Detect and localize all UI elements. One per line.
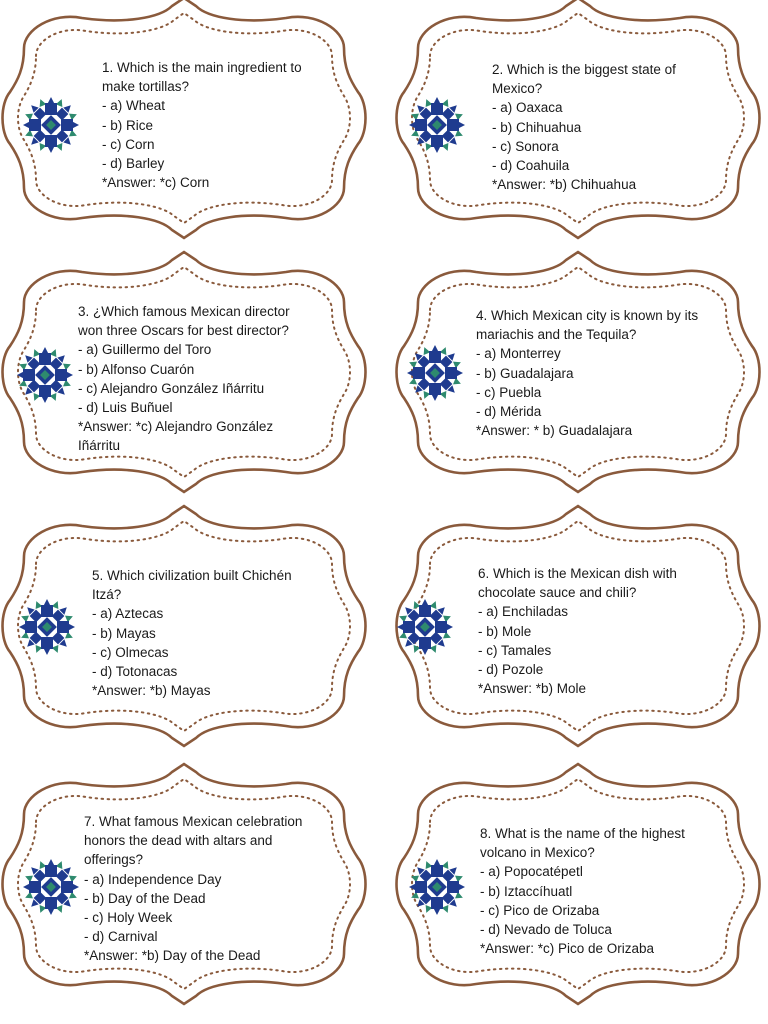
quiz-card-8	[396, 766, 760, 1002]
answer-text: *Answer: *b) Mayas	[92, 683, 211, 699]
card-text	[480, 824, 716, 958]
talavera-tile-icon	[396, 598, 454, 656]
quiz-card-7	[2, 766, 366, 1002]
option-b: - b) Day of the Dead	[84, 890, 206, 906]
option-a: - a) Popocatépetl	[480, 864, 583, 880]
option-a: - a) Monterrey	[476, 346, 561, 362]
question-text: 5. Which civilization built Chichén Itzá?	[92, 568, 292, 603]
answer-text: *Answer: *b) Day of the Dead	[84, 948, 261, 964]
option-d: - d) Totonacas	[92, 664, 178, 680]
option-c: - c) Alejandro González Iñárritu	[78, 380, 265, 396]
question-text: 4. Which Mexican city is known by its mariachis and the Tequila?	[476, 308, 699, 343]
answer-text: *Answer: *c) Alejandro González Iñárritu	[78, 419, 274, 454]
option-c: - c) Tamales	[478, 642, 552, 658]
option-b: - b) Chihuahua	[492, 119, 582, 135]
option-c: - c) Corn	[102, 136, 155, 152]
question-text: 1. Which is the main ingredient to make tortillas?	[102, 60, 302, 95]
answer-text: *Answer: *c) Corn	[102, 175, 210, 191]
option-a: - a) Oaxaca	[492, 100, 563, 116]
talavera-tile-icon	[22, 96, 80, 154]
talavera-tile-icon	[16, 346, 74, 404]
option-d: - d) Carnival	[84, 929, 158, 945]
talavera-tile-icon	[408, 858, 466, 916]
card-text	[492, 60, 712, 194]
option-a: - a) Enchiladas	[478, 604, 569, 620]
talavera-tile-icon	[408, 96, 466, 154]
option-d: - d) Nevado de Toluca	[480, 922, 612, 938]
option-d: - d) Coahuila	[492, 158, 570, 174]
quiz-card-3	[2, 254, 366, 490]
quiz-card-5	[2, 508, 366, 744]
quiz-card-1	[2, 0, 366, 236]
answer-text: *Answer: * b) Guadalajara	[476, 423, 633, 439]
question-text: 2. Which is the biggest state of Mexico?	[492, 62, 676, 97]
card-text	[478, 564, 714, 698]
option-a: - a) Guillermo del Toro	[78, 342, 212, 358]
option-d: - d) Barley	[102, 156, 165, 172]
question-text: 8. What is the name of the highest volcano in Mexico?	[480, 826, 685, 861]
option-a: - a) Independence Day	[84, 871, 222, 887]
answer-text: *Answer: *c) Pico de Orizaba	[480, 941, 655, 957]
quiz-card-2	[396, 0, 760, 236]
option-c: - c) Puebla	[476, 384, 542, 400]
option-b: - b) Guadalajara	[476, 365, 574, 381]
option-c: - c) Holy Week	[84, 910, 173, 926]
card-text	[78, 302, 318, 456]
answer-text: *Answer: *b) Chihuahua	[492, 177, 637, 193]
talavera-tile-icon	[406, 344, 464, 402]
talavera-tile-icon	[22, 858, 80, 916]
answer-text: *Answer: *b) Mole	[478, 681, 587, 697]
option-a: - a) Aztecas	[92, 606, 164, 622]
card-text	[102, 58, 322, 192]
option-c: - c) Pico de Orizaba	[480, 902, 600, 918]
question-text: 3. ¿Which famous Mexican director won three Oscars for best director?	[78, 304, 290, 339]
quiz-card-4	[396, 254, 760, 490]
question-text: 6. Which is the Mexican dish with chocolate sauce and chili?	[478, 566, 677, 601]
option-d: - d) Luis Buñuel	[78, 400, 173, 416]
option-b: - b) Alfonso Cuarón	[78, 361, 195, 377]
option-b: - b) Iztaccíhuatl	[480, 883, 573, 899]
quiz-card-6	[396, 508, 760, 744]
option-b: - b) Rice	[102, 117, 154, 133]
option-a: - a) Wheat	[102, 98, 166, 114]
option-c: - c) Olmecas	[92, 644, 169, 660]
question-text: 7. What famous Mexican celebration honors the dead with altars and offerings?	[84, 814, 303, 868]
option-b: - b) Mayas	[92, 625, 156, 641]
card-text	[92, 566, 322, 700]
option-d: - d) Pozole	[478, 662, 544, 678]
option-c: - c) Sonora	[492, 138, 559, 154]
card-text	[476, 306, 712, 440]
option-b: - b) Mole	[478, 623, 532, 639]
option-d: - d) Mérida	[476, 404, 542, 420]
card-text	[84, 812, 330, 966]
talavera-tile-icon	[18, 598, 76, 656]
